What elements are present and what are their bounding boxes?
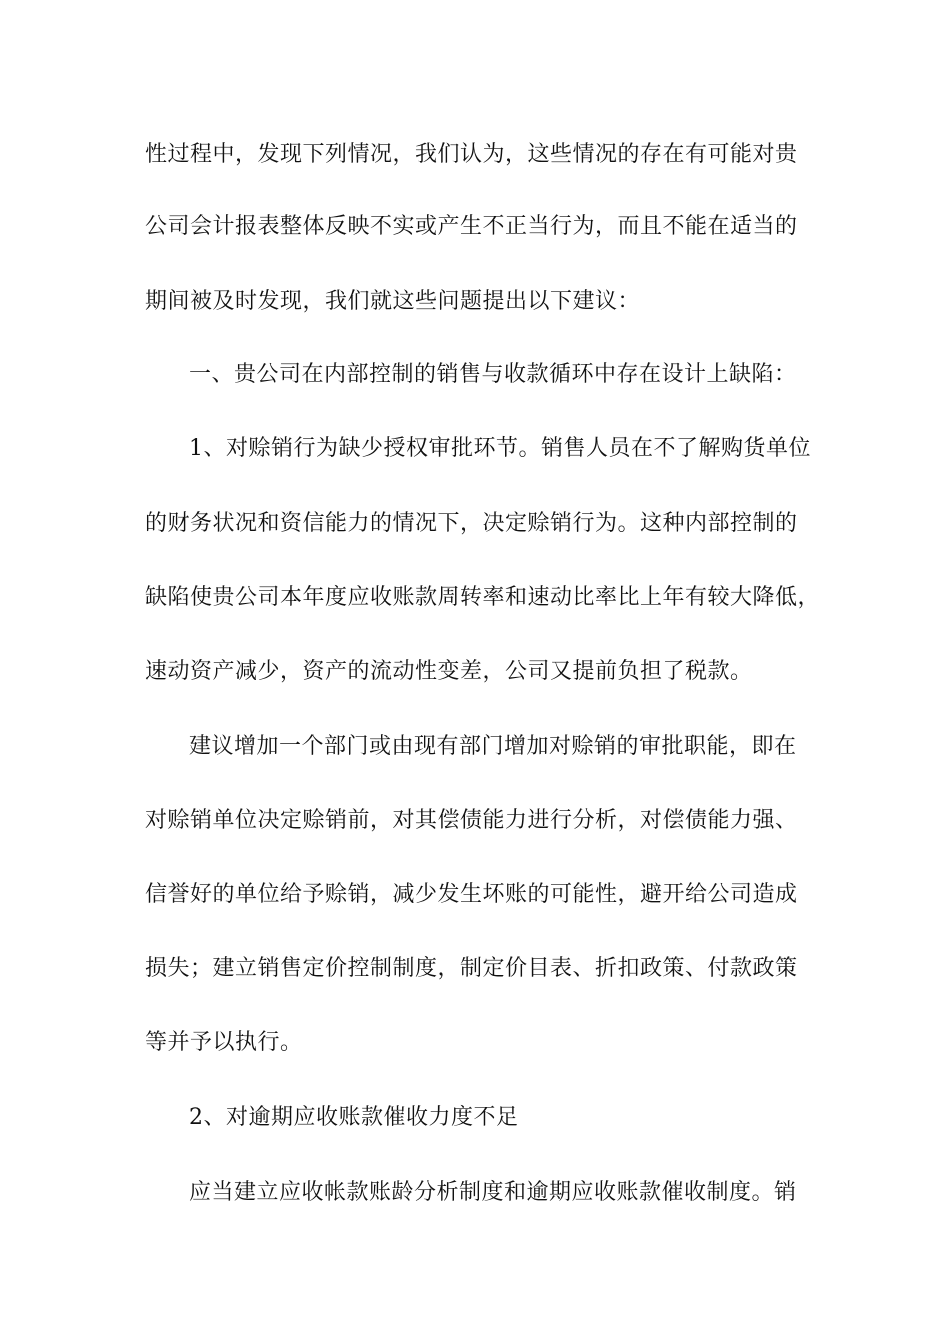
- text-line-1: 性过程中，发现下列情况，我们认为，这些情况的存在有可能对贵: [145, 142, 798, 167]
- text-line-10: 对赊销单位决定赊销前，对其偿债能力进行分析，对偿债能力强、: [145, 808, 798, 833]
- text-line-6: 的财务状况和资信能力的情况下，决定赊销行为。这种内部控制的: [145, 511, 798, 536]
- text-line-11: 信誉好的单位给予赊销，减少发生坏账的可能性，避开给公司造成: [145, 882, 798, 907]
- text-line-12: 损失；建立销售定价控制制度，制定价目表、折扣政策、付款政策: [145, 956, 798, 981]
- text-line-9: 建议增加一个部门或由现有部门增加对赊销的审批职能，即在: [189, 734, 797, 759]
- text-line-13: 等并予以执行。: [145, 1030, 303, 1055]
- text-line-7: 缺陷使贵公司本年度应收账款周转率和速动比率比上年有较大降低，: [145, 585, 821, 610]
- text-line-15: 应当建立应收帐款账龄分析制度和逾期应收账款催收制度。销: [189, 1180, 797, 1205]
- text-line-5: 1、对赊销行为缺少授权审批环节。销售人员在不了解购货单位: [189, 436, 811, 461]
- text-line-3: 期间被及时发现，我们就这些问题提出以下建议：: [145, 289, 641, 314]
- text-line-2: 公司会计报表整体反映不实或产生不正当行为，而且不能在适当的: [145, 214, 798, 239]
- section-heading-2: 2、对逾期应收账款催收力度不足: [189, 1105, 519, 1130]
- section-heading-1: 一、贵公司在内部控制的销售与收款循环中存在设计上缺陷：: [189, 362, 797, 387]
- text-line-8: 速动资产减少，资产的流动性变差，公司又提前负担了税款。: [145, 659, 753, 684]
